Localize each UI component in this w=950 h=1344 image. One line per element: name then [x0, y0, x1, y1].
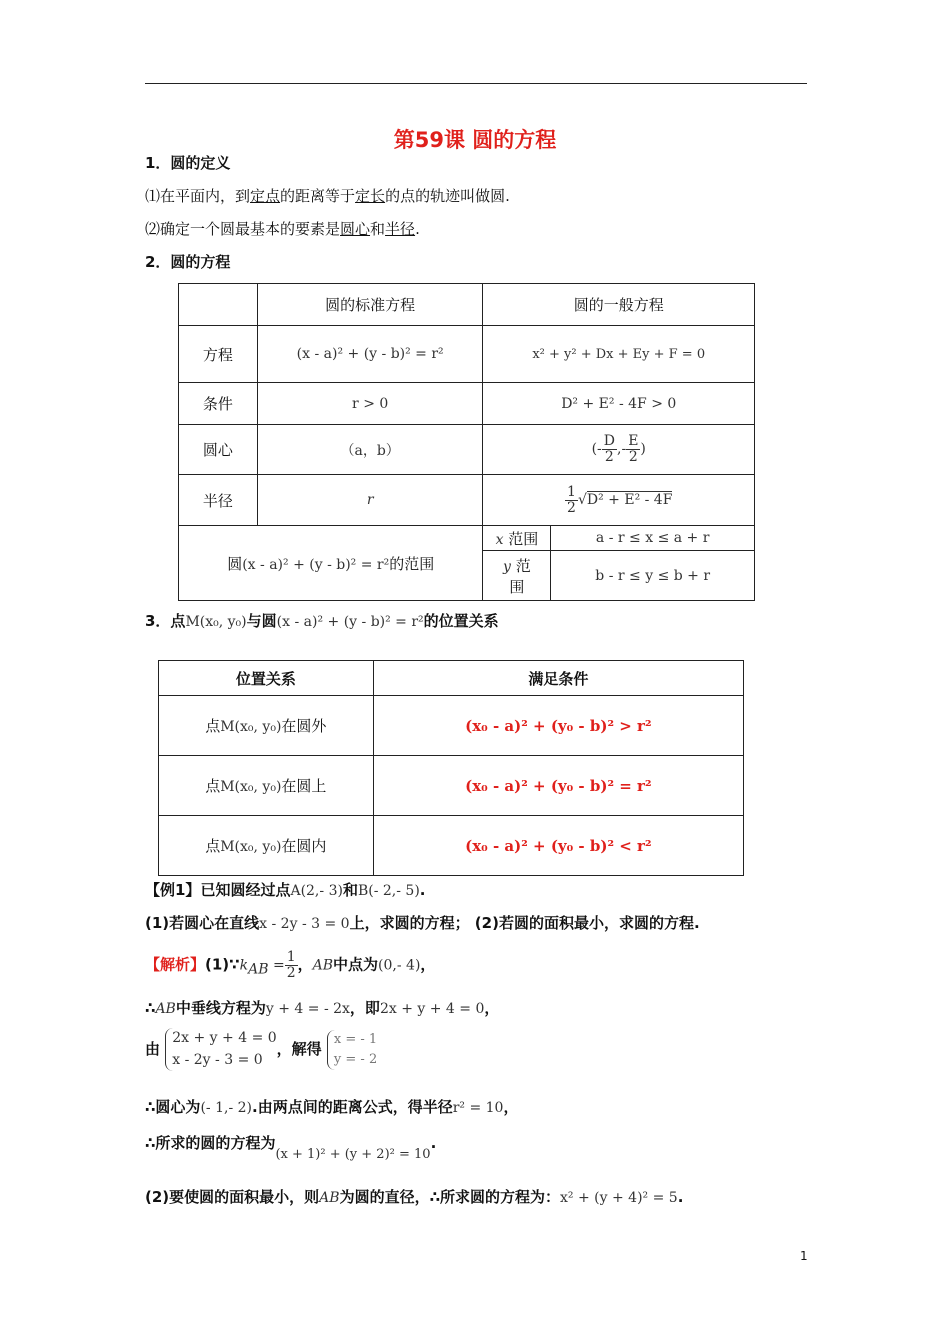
solution-line-2: ∴AB中垂线方程为y + 4 = - 2x，即2x + y + 4 = 0， [145, 999, 500, 1017]
example-questions: (1)若圆心在直线x - 2y - 3 = 0上，求圆的方程； (2)若圆的面积最小，求圆的方程. [145, 914, 700, 932]
general-equation: x² + y² + Dx + Ey + F = 0 [483, 326, 755, 383]
definition-line-2: ⑵确定一个圆最基本的要素是圆心和半径. [145, 220, 420, 238]
sqrt-symbol: √ [577, 492, 587, 508]
equation-system: 2x + y + 4 = 0 x - 2y - 3 = 0 [165, 1028, 276, 1071]
solution-line-3: 由 2x + y + 4 = 0 x - 2y - 3 = 0，解得 x = - 1 y = - 2 [145, 1028, 377, 1071]
solution-line-1: 【解析】$(1)\because k_{AB}$ = $\frac{1}{2}$ ，AB中点为(0,- 4)， [145, 949, 436, 981]
row-label-radius: 半径 [179, 475, 258, 526]
page-title: 第59课 圆的方程 [393, 128, 557, 152]
relation-inside: 点M(x₀, y₀)在圆内 [159, 816, 374, 876]
standard-condition: r > 0 [257, 383, 483, 425]
relation-on: 点M(x₀, y₀)在圆上 [159, 756, 374, 816]
range-label: 圆(x - a)² + (y - b)² = r²的范围 [179, 526, 483, 601]
header-general-form: 圆的一般方程 [483, 284, 755, 326]
solution-label: 【解析】 [145, 955, 206, 974]
definition-line-1: ⑴在平面内，到定点的距离等于定长的点的轨迹叫做圆. [145, 187, 510, 205]
header-relation: 位置关系 [159, 661, 374, 696]
row-label-center: 圆心 [179, 425, 258, 475]
page-number: 1 [800, 1249, 808, 1263]
row-label-condition: 条件 [179, 383, 258, 425]
y-range-label: y 范 围 [483, 551, 551, 601]
section-1-heading: 1．圆的定义 [145, 154, 231, 172]
x-range-label: x 范围 [483, 526, 551, 551]
header-condition: 满足条件 [373, 661, 743, 696]
position-relation-table [158, 660, 744, 876]
section-3-heading: 3．点M(x₀, y₀)与圆(x - a)² + (y - b)² = r²的位置关系 [145, 612, 499, 630]
general-radius: $\frac{1}{2}$ √D² + E² - 4F [483, 475, 755, 526]
standard-equation: (x - a)² + (y - b)² = r² [257, 326, 483, 383]
header-rule [145, 83, 807, 84]
solution-line-5: ∴所求的圆的方程为(x + 1)² + (y + 2)² = 10. [145, 1134, 437, 1162]
general-condition: D² + E² - 4F > 0 [483, 383, 755, 425]
condition-on: (x₀ - a)² + (y₀ - b)² = r² [373, 756, 743, 816]
solution-system: x = - 1 y = - 2 [327, 1030, 377, 1070]
y-range-value: b - r ≤ y ≤ b + r [551, 551, 755, 601]
circle-equation-table [178, 283, 755, 601]
table-corner [179, 284, 258, 326]
solution-line-4: ∴圆心为(- 1,- 2).由两点间的距离公式，得半径r² = 10， [145, 1098, 519, 1116]
general-center: (- $\frac{D}{2}$ ,- $\frac{E}{2}$ ) [483, 425, 755, 475]
example-statement: 【例1】已知圆经过点A(2,- 3)和B(- 2,- 5). [145, 881, 426, 899]
condition-outside: (x₀ - a)² + (y₀ - b)² > r² [373, 696, 743, 756]
relation-outside: 点M(x₀, y₀)在圆外 [159, 696, 374, 756]
solution-line-6: (2)要使圆的面积最小，则AB为圆的直径，∴所求圆的方程为：x² + (y + 4)² = 5. [145, 1188, 684, 1206]
x-range-value: a - r ≤ x ≤ a + r [551, 526, 755, 551]
section-2-heading: 2．圆的方程 [145, 253, 231, 271]
condition-inside: (x₀ - a)² + (y₀ - b)² < r² [373, 816, 743, 876]
header-standard-form: 圆的标准方程 [257, 284, 483, 326]
standard-center: （a，b） [257, 425, 483, 475]
standard-radius: r [257, 475, 483, 526]
row-label-equation: 方程 [179, 326, 258, 383]
